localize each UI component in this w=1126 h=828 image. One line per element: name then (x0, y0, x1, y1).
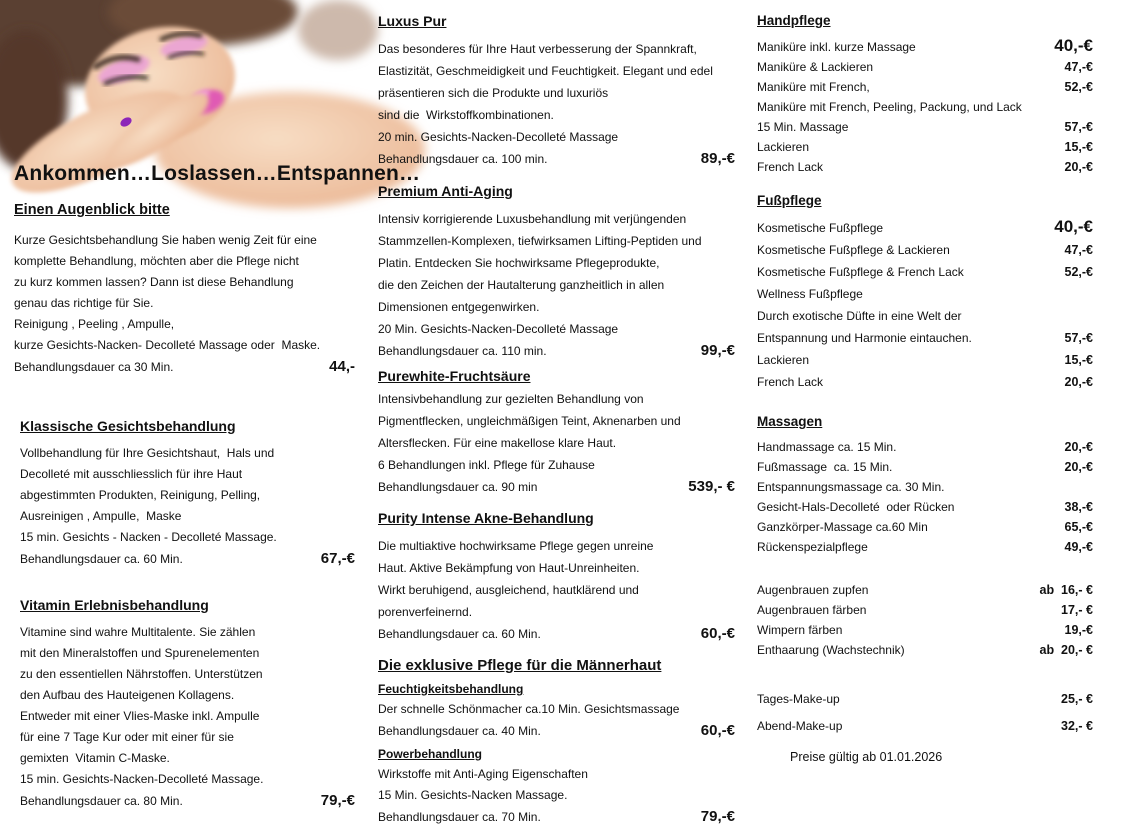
price-list-item (757, 686, 1093, 713)
duration-text: Behandlungsdauer ca. 110 min. (378, 344, 547, 358)
price-list-item (757, 517, 1093, 537)
price-group (757, 580, 1093, 660)
price-value: 79,-€ (700, 808, 735, 825)
price-list-item (757, 117, 1093, 137)
section-title: Klassische Gesichtsbehandlung (20, 418, 236, 434)
item-label: Kosmetische Fußpflege & French Lack (757, 265, 964, 279)
item-price: 17,- € (1061, 603, 1093, 617)
price-value: 89,-€ (700, 150, 735, 167)
item-price: 20,-€ (1064, 460, 1093, 474)
body-line: genau das richtige für Sie. (14, 296, 154, 310)
item-label: Tages-Make-up (757, 692, 840, 706)
right-column (757, 0, 1093, 740)
item-label: Maniküre & Lackieren (757, 60, 874, 74)
body-line: Ausreinigen , Ampulle, Maske (20, 509, 182, 523)
price-value: 79,-€ (320, 792, 355, 809)
section-title: Purewhite-Fruchtsäure (378, 368, 531, 384)
body-line: Kurze Gesichtsbehandlung Sie haben wenig Zeit für eine (14, 233, 317, 247)
body-line: zu den essentiellen Nährstoffen. Unterstützen (20, 667, 263, 681)
price-list-item (757, 371, 1093, 393)
duration-price-row (378, 720, 735, 742)
item-price: 38,-€ (1064, 500, 1093, 514)
body-line: Vitamine sind wahre Multitalente. Sie zählen (20, 625, 256, 639)
duration-text: Behandlungsdauer ca. 60 Min. (20, 552, 183, 566)
body-line: sind die Wirkstoffkombinationen. (378, 108, 554, 122)
duration-price-row (378, 806, 735, 828)
price-list-item (757, 437, 1093, 457)
section-title: Vitamin Erlebnisbehandlung (20, 597, 209, 613)
item-price: 52,-€ (1064, 80, 1093, 94)
body-line: Reinigung , Peeling , Ampulle, (14, 317, 175, 331)
duration-price-row (378, 340, 735, 362)
item-price: 47,-€ (1064, 60, 1093, 74)
item-label: Augenbrauen zupfen (757, 583, 869, 597)
item-label: Wellness Fußpflege (757, 287, 863, 301)
item-label: Durch exotische Düfte in eine Welt der (757, 309, 962, 323)
treatment-section (378, 510, 735, 645)
price-list-item (757, 57, 1093, 77)
duration-text: Behandlungsdauer ca. 80 Min. (20, 794, 183, 808)
item-label: Maniküre mit French, Peeling, Packung, und Lack (757, 100, 1022, 114)
treatment-subsection (378, 679, 735, 742)
treatment-section (378, 13, 735, 170)
treatment-section (378, 183, 735, 362)
section-title: Luxus Pur (378, 13, 447, 29)
item-price: 20,-€ (1064, 160, 1093, 174)
body-line: den Aufbau des Hauteigenen Kollagens. (20, 688, 235, 702)
item-label: Gesicht-Hals-Decolleté oder Rücken (757, 500, 955, 514)
duration-text: Behandlungsdauer ca. 100 min. (378, 152, 548, 166)
item-label: Kosmetische Fußpflege & Lackieren (757, 243, 950, 257)
body-line: 15 min. Gesichts-Nacken-Decolleté Massage. (20, 772, 264, 786)
section-title: Einen Augenblick bitte (14, 202, 170, 218)
body-line: 15 Min. Gesichts-Nacken Massage. (378, 788, 568, 802)
duration-text: Behandlungsdauer ca. 40 Min. (378, 724, 541, 738)
price-validity-note: Preise gültig ab 01.01.2026 (790, 750, 943, 764)
item-label: Ganzkörper-Massage ca.60 Min (757, 520, 928, 534)
facial-treatments-middle (378, 13, 735, 828)
price-value: 539,- € (688, 478, 735, 495)
section-title: Die exklusive Pflege für die Männerhaut (378, 657, 662, 674)
item-price: 52,-€ (1064, 265, 1093, 279)
body-line: 15 min. Gesichts - Nacken - Decolleté Massage. (20, 530, 277, 544)
price-list-item (757, 497, 1093, 517)
item-label: French Lack (757, 375, 824, 389)
body-line: präsentieren sich die Produkte und luxuriös (378, 86, 609, 100)
item-price: 65,-€ (1064, 520, 1093, 534)
treatment-section (378, 368, 735, 498)
price-list-item (757, 305, 1093, 327)
spa-model-illustration (8, 10, 360, 152)
body-line: porenverfeinernd. (378, 605, 473, 619)
body-line: Stammzellen-Komplexen, tiefwirksamen Lifting-Peptiden und (378, 234, 702, 248)
price-list-item (757, 640, 1093, 660)
duration-price-row (14, 356, 355, 378)
body-line: kurze Gesichts-Nacken- Decolleté Massage oder Maske. (14, 338, 321, 352)
body-line: Intensiv korrigierende Luxusbehandlung mit verjüngenden (378, 212, 687, 226)
price-list-item (757, 77, 1093, 97)
item-price: 40,-€ (1054, 217, 1093, 236)
price-list-item (757, 137, 1093, 157)
price-list-item (757, 97, 1093, 117)
item-price: 57,-€ (1064, 331, 1093, 345)
treatment-section (14, 418, 355, 570)
price-list-item (757, 457, 1093, 477)
price-group (757, 686, 1093, 740)
category-title: Handpflege (757, 13, 831, 28)
body-line: Der schnelle Schönmacher ca.10 Min. Gesichtsmassage (378, 702, 680, 716)
price-list-groups (757, 13, 1093, 740)
item-price: 32,- € (1061, 719, 1093, 733)
section-title: Premium Anti-Aging (378, 183, 513, 199)
body-line: Platin. Entdecken Sie hochwirksame Pflegeprodukte, (378, 256, 660, 270)
body-line: Decolleté mit ausschliesslich für ihre Haut (20, 467, 243, 481)
item-label: Kosmetische Fußpflege (757, 221, 884, 235)
body-line: mit den Mineralstoffen und Spurenelementen (20, 646, 260, 660)
model-photo (8, 10, 360, 152)
item-label: Entspannung und Harmonie eintauchen. (757, 331, 972, 345)
item-label: Enthaarung (Wachstechnik) (757, 643, 905, 657)
body-line: Elastizität, Geschmeidigkeit und Feuchtigkeit. Elegant und edel (378, 64, 713, 78)
item-label: 15 Min. Massage (757, 120, 849, 134)
body-line: Wirkstoffe mit Anti-Aging Eigenschaften (378, 767, 588, 781)
price-list-item (757, 239, 1093, 261)
price-list-item (757, 157, 1093, 177)
item-price: 57,-€ (1064, 120, 1093, 134)
duration-text: Behandlungsdauer ca. 60 Min. (378, 627, 541, 641)
middle-column (378, 0, 735, 828)
body-line: Wirkt beruhigend, ausgleichend, hautklärend und (378, 583, 639, 597)
price-list-item (757, 216, 1093, 239)
item-label: Wimpern färben (757, 623, 843, 637)
item-label: Maniküre mit French, (757, 80, 870, 94)
item-label: Augenbrauen färben (757, 603, 867, 617)
price-group (757, 414, 1093, 557)
item-price: 15,-€ (1064, 140, 1093, 154)
treatment-subsection (378, 744, 735, 828)
item-price: 20,-€ (1064, 375, 1093, 389)
body-line: Dimensionen entgegenwirken. (378, 300, 540, 314)
body-line: Entweder mit einer Vlies-Maske inkl. Ampulle (20, 709, 260, 723)
body-line: zu kurz kommen lassen? Dann ist diese Behandlung (14, 275, 294, 289)
body-line: gemixten Vitamin C-Maske. (20, 751, 170, 765)
treatment-section (378, 657, 735, 828)
price-value: 60,-€ (700, 625, 735, 642)
price-value: 60,-€ (700, 722, 735, 739)
price-list-item (757, 713, 1093, 740)
page-title: Ankommen…Loslassen…Entspannen… (14, 162, 421, 185)
body-line: abgestimmten Produkten, Reinigung, Pelling, (20, 488, 261, 502)
category-title: Massagen (757, 414, 823, 429)
price-list-item (757, 283, 1093, 305)
item-price: 25,- € (1061, 692, 1093, 706)
body-line: Das besonderes für Ihre Haut verbesserung der Spannkraft, (378, 42, 697, 56)
body-line: Pigmentflecken, ungleichmäßigen Teint, Aknenarben und (378, 414, 681, 428)
price-group (757, 193, 1093, 393)
duration-text: Behandlungsdauer ca. 90 min (378, 480, 538, 494)
item-price: 49,-€ (1064, 540, 1093, 554)
item-label: French Lack (757, 160, 824, 174)
body-line: für eine 7 Tage Kur oder mit einer für sie (20, 730, 234, 744)
duration-price-row (20, 790, 355, 812)
duration-price-row (378, 623, 735, 645)
body-line: Vollbehandlung für Ihre Gesichtshaut, Hals und (20, 446, 275, 460)
item-price: 19,-€ (1064, 623, 1093, 637)
duration-price-row (378, 148, 735, 170)
item-label: Rückenspezialpflege (757, 540, 868, 554)
facial-treatments-left (14, 202, 355, 812)
price-list-item (757, 600, 1093, 620)
subsection-title: Powerbehandlung (378, 747, 483, 761)
price-list-item (757, 477, 1093, 497)
item-price: 15,-€ (1064, 353, 1093, 367)
section-title: Purity Intense Akne-Behandlung (378, 510, 594, 526)
item-label: Fußmassage ca. 15 Min. (757, 460, 893, 474)
treatment-section (14, 597, 355, 812)
duration-text: Behandlungsdauer ca. 70 Min. (378, 810, 541, 824)
body-line: komplette Behandlung, möchten aber die Pflege nicht (14, 254, 299, 268)
item-price: 47,-€ (1064, 243, 1093, 257)
body-line: 20 Min. Gesichts-Nacken-Decolleté Massage (378, 322, 619, 336)
item-label: Lackieren (757, 353, 810, 367)
price-group (757, 13, 1093, 177)
price-value: 44,- (329, 358, 355, 375)
price-list-item (757, 349, 1093, 371)
item-label: Handmassage ca. 15 Min. (757, 440, 897, 454)
body-line: 20 min. Gesichts-Nacken-Decolleté Massage (378, 130, 619, 144)
price-list-item (757, 36, 1093, 57)
price-value: 67,-€ (320, 550, 355, 567)
body-line: Intensivbehandlung zur gezielten Behandlung von (378, 392, 644, 406)
price-list-item (757, 580, 1093, 600)
item-price: ab 16,- € (1039, 583, 1093, 597)
price-list-item (757, 327, 1093, 349)
body-line: Haut. Aktive Bekämpfung von Haut-Unreinheiten. (378, 561, 640, 575)
treatment-section (14, 202, 355, 378)
subsection-title: Feuchtigkeitsbehandlung (378, 682, 524, 696)
duration-text: Behandlungsdauer ca 30 Min. (14, 360, 174, 374)
item-label: Abend-Make-up (757, 719, 843, 733)
price-list-item (757, 261, 1093, 283)
duration-price-row (378, 476, 735, 498)
item-label: Entspannungsmassage ca. 30 Min. (757, 480, 945, 494)
price-list-item (757, 537, 1093, 557)
body-line: Altersflecken. Für eine makellose klare Haut. (378, 436, 617, 450)
item-label: Lackieren (757, 140, 810, 154)
body-line: 6 Behandlungen inkl. Pflege für Zuhause (378, 458, 595, 472)
item-price: 40,-€ (1054, 36, 1093, 55)
duration-price-row (20, 548, 355, 570)
item-price: 20,-€ (1064, 440, 1093, 454)
item-price: ab 20,- € (1039, 643, 1093, 657)
body-line: die den Zeichen der Hautalterung ganzheitlich in allen (378, 278, 665, 292)
price-value: 99,-€ (700, 342, 735, 359)
category-title: Fußpflege (757, 193, 822, 208)
body-line: Die multiaktive hochwirksame Pflege gegen unreine (378, 539, 654, 553)
item-label: Maniküre inkl. kurze Massage (757, 40, 916, 54)
price-list-item (757, 620, 1093, 640)
